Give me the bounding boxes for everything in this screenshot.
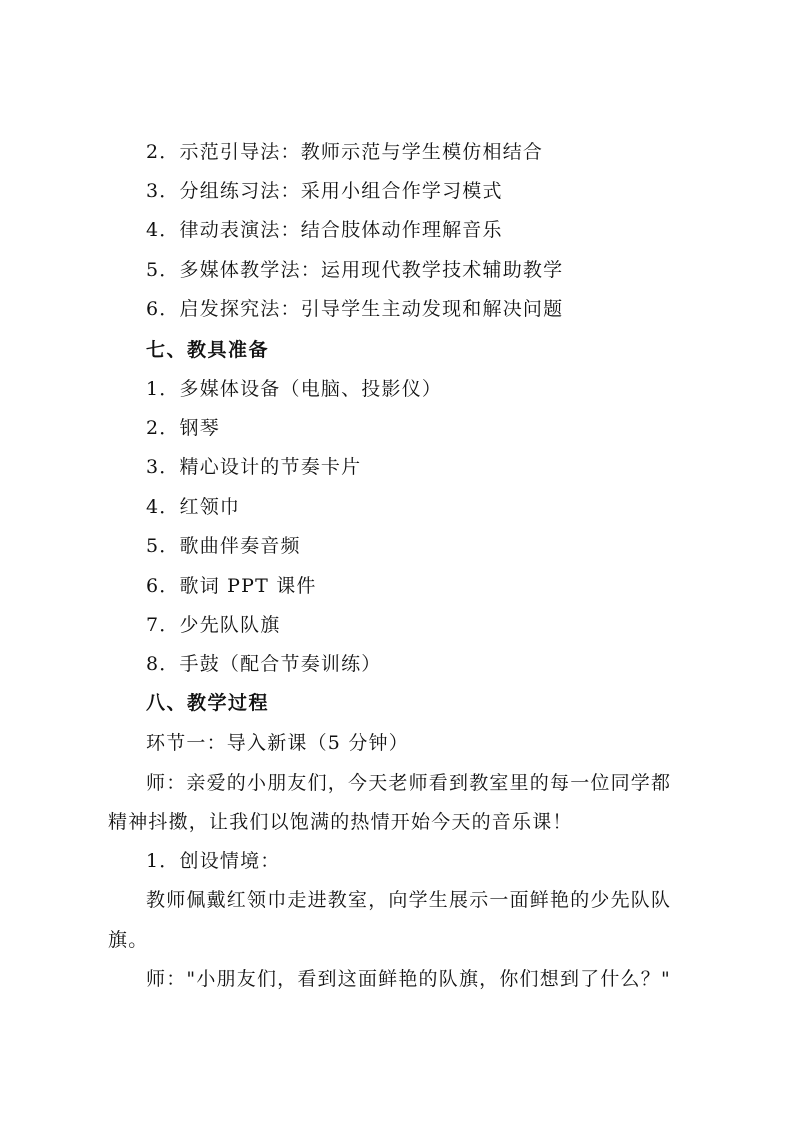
- material-item-3: 3．精心设计的节奏卡片: [146, 456, 362, 478]
- material-item-1: 1．多媒体设备（电脑、投影仪）: [146, 378, 443, 400]
- section-heading-materials: 七、教具准备: [146, 339, 270, 361]
- material-item-6: 6．歌词 PPT 课件: [146, 575, 317, 597]
- material-item-4: 4．红领巾: [146, 496, 241, 518]
- paragraph-line: 师：亲爱的小朋友们，今天老师看到教室里的每一位同学都: [146, 772, 672, 794]
- material-item-7: 7．少先队队旗: [146, 614, 281, 636]
- material-item-5: 5．歌曲伴奏音频: [146, 535, 301, 557]
- paragraph-line: 教师佩戴红领巾走进教室，向学生展示一面鲜艳的少先队队: [146, 889, 672, 911]
- section-heading-process: 八、教学过程: [146, 692, 270, 714]
- subsection-title: 1．创设情境：: [146, 850, 281, 872]
- method-item-4: 4．律动表演法：结合肢体动作理解音乐: [146, 219, 503, 241]
- material-item-8: 8．手鼓（配合节奏训练）: [146, 653, 382, 675]
- method-item-6: 6．启发探究法：引导学生主动发现和解决问题: [146, 298, 564, 320]
- paragraph-line: 精神抖擞，让我们以饱满的热情开始今天的音乐课！: [108, 811, 573, 833]
- material-item-2: 2．钢琴: [146, 417, 220, 439]
- method-item-2: 2．示范引导法：教师示范与学生模仿相结合: [146, 141, 544, 163]
- paragraph-line: 旗。: [108, 929, 149, 951]
- stage-title: 环节一：导入新课（5 分钟）: [146, 732, 409, 754]
- method-item-3: 3．分组练习法：采用小组合作学习模式: [146, 180, 503, 202]
- paragraph-line: 师："小朋友们，看到这面鲜艳的队旗，你们想到了什么？": [146, 968, 671, 990]
- method-item-5: 5．多媒体教学法：运用现代教学技术辅助教学: [146, 259, 564, 281]
